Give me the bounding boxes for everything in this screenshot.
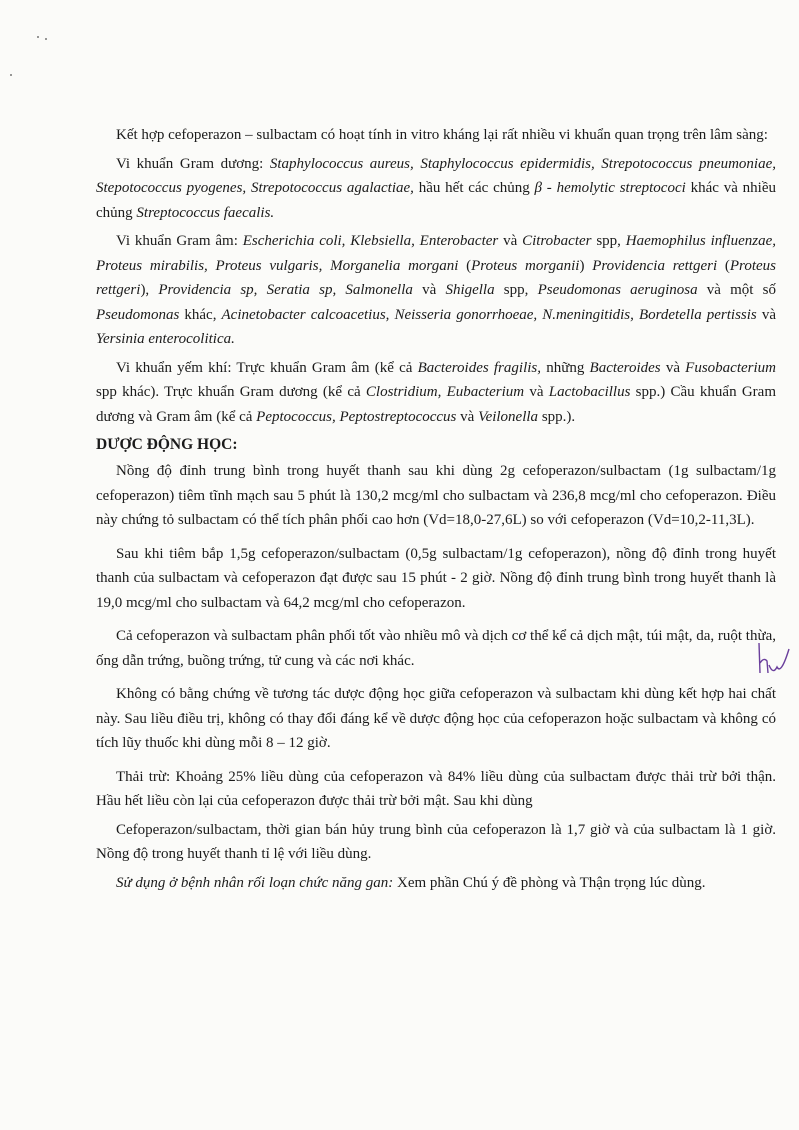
pk-paragraph-6: Cefoperazon/sulbactam, thời gian bán hủy trung bình của cefoperazon là 1,7 giờ và của sulbactam là 1 giờ. Nồng độ trong huyết thanh tỉ lệ với liều dùng.	[96, 821, 776, 862]
scan-speck	[45, 38, 47, 40]
gram-negative-paragraph: Vi khuẩn Gram âm: Escherichia coli, Klebsiella, Enterobacter và Citrobacter spp, Haemophilus influenzae, Proteus mirabilis, Proteus vulgaris, Morganelia morgani (Proteus morganii) Providencia rettgeri (Proteus rettgeri), Providencia sp, Seratia sp, Salmonella và Shigella spp, Pseudomonas aeruginosa và một số Pseudomonas khác, Acinetobacter calcoacetius, Neisseria gonorrhoeae, N.meningitidis, Bordetella pertissis và Yersinia enterocolitica.	[96, 233, 777, 347]
pk-paragraph-2: Sau khi tiêm bắp 1,5g cefoperazon/sulbactam (0,5g sulbactam/1g cefoperazon), nồng độ đỉnh trong huyết thanh của sulbactam và cefoperazon đạt được sau 15 phút - 2 giờ. Nồng độ đỉnh trung bình trong huyết thanh là 19,0 mcg/ml cho sulbactam và 64,2 mcg/ml cho cefoperazon.	[96, 545, 776, 611]
section-heading: DƯỢC ĐỘNG HỌC:	[96, 436, 238, 453]
pk-paragraph-5: Thải trừ: Khoảng 25% liều dùng của cefoperazon và 84% liều dùng của sulbactam được thải trừ bởi thận. Hầu hết liều còn lại của cefoperazon được thải trừ bởi mật. Sau khi dùng	[96, 768, 776, 809]
scan-speck	[10, 74, 12, 76]
pk-paragraph-7: Sử dụng ở bệnh nhân rối loạn chức năng gan: Xem phần Chú ý đề phòng và Thận trọng lúc dùng.	[116, 874, 706, 891]
gram-positive-paragraph: Vi khuẩn Gram dương: Staphylococcus aureus, Staphylococcus epidermidis, Strepotococcus pneumoniae, Stepotococcus pyogenes, Strepotococcus agalactiae, hầu hết các chủng β - hemolytic streptococi khác và nhiều chủng Streptococcus faecalis.	[96, 155, 777, 221]
intro-paragraph: Kết hợp cefoperazon – sulbactam có hoạt tính in vitro kháng lại rất nhiều vi khuẩn quan trọng trên lâm sàng:	[116, 127, 768, 143]
pk-paragraph-4: Không có bằng chứng về tương tác dược động học giữa cefoperazon và sulbactam khi dùng kết hợp hai chất này. Sau liều điều trị, không có thay đổi đáng kể về dược động học của cefoperazon hoặc sulbactam và không có tích lũy thuốc khi dùng mỗi 8 – 12 giờ.	[96, 686, 776, 751]
pk-paragraph-3: Cả cefoperazon và sulbactam phân phối tốt vào nhiều mô và dịch cơ thể kể cả dịch mật, túi mật, da, ruột thừa, ống dẫn trứng, buồng trứng, tử cung và các nơi khác.	[96, 628, 777, 669]
pk-paragraph-1: Nồng độ đỉnh trung bình trong huyết thanh sau khi dùng 2g cefoperazon/sulbactam (1g sulbactam/1g cefoperazon) tiêm tĩnh mạch sau 5 phút là 130,2 mcg/ml cho sulbactam và 236,8 mcg/ml cho cefoperazon. Điều này chứng tỏ sulbactam có thể tích phân phối cao hơn (Vd=18,0-27,6L) so với cefoperazon (Vd=10,2-11,3L).	[96, 463, 776, 528]
scan-speck	[37, 36, 39, 38]
anaerobic-paragraph: Vi khuẩn yếm khí: Trực khuẩn Gram âm (kể cả Bacteroides fragilis, những Bacteroides và Fusobacterium spp khác). Trực khuẩn Gram dương (kể cả Clostridium, Eubacterium và Lactobacillus spp.) Cầu khuẩn Gram dương và Gram âm (kể cả Peptococcus, Peptostreptococcus và Veilonella spp.).	[96, 359, 776, 425]
document-body	[96, 123, 776, 895]
